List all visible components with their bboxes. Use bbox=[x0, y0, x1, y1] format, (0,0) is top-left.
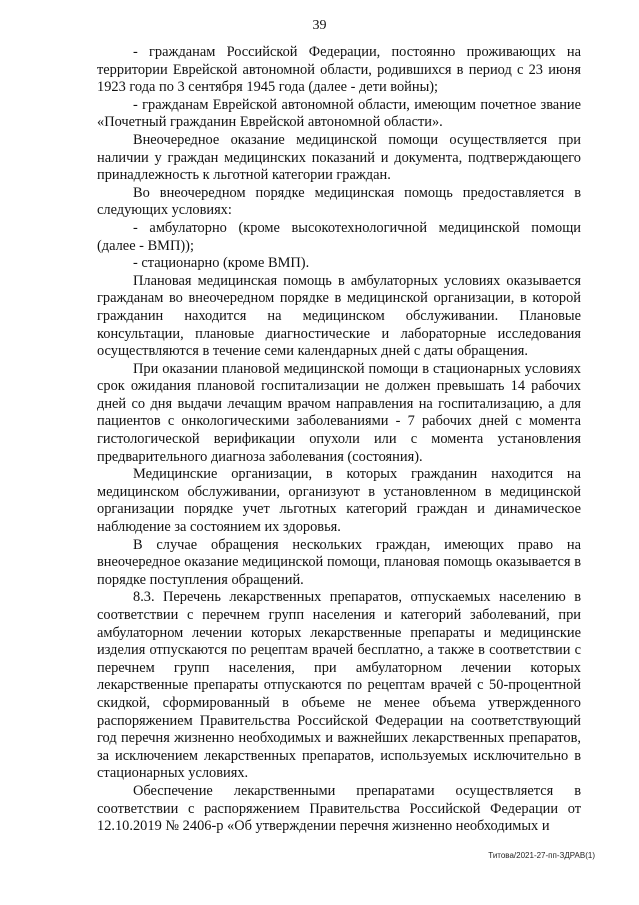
paragraph-drug-provision: Обеспечение лекарственными препаратами осуществляется в соответствии с распоряжением Правительства Российской Федерации от 12.10.2019 № 2406-р «Об утверждении перечня жизненно необходимых и bbox=[97, 782, 581, 835]
paragraph-inpatient-waiting-time: При оказании плановой медицинской помощи в стационарных условиях срок ожидания плановой госпитализации не должен превышать 14 рабочих дней со дня выдачи лечащим врачом направления на госпитализацию, а для пациентов с онкологическими заболеваниями - 7 рабочих дней с момента гистологической верификации опухоли или с момента установления предварительного диагноза заболевания (состояния). bbox=[97, 360, 581, 465]
list-item-inpatient: - стационарно (кроме ВМП). bbox=[133, 255, 310, 272]
paragraph-multiple-requests: В случае обращения нескольких граждан, имеющих право на внеочередное оказание медицинской помощи, плановая помощь оказывается в порядке поступления обращений. bbox=[97, 536, 581, 588]
paragraph-outpatient-planned-care: Плановая медицинская помощь в амбулаторных условиях оказывается гражданам во внеочередном порядке в медицинской организации, в которой гражданин находится на медицинском обслуживании. Плановые консультации, плановые диагностические и лабораторные исследования осуществляются в течение семи календарных дней с даты обращения. bbox=[97, 272, 581, 360]
paragraph-war-children: - гражданам Российской Федерации, постоянно проживающих на территории Еврейской автономной области, родившихся в период с 23 июня 1923 года по 3 сентября 1945 года (далее - дети войны); bbox=[97, 44, 581, 96]
paragraph-priority-care-settings: Во внеочередном порядке медицинская помощь предоставляется в следующих условиях: bbox=[97, 184, 581, 219]
paragraph-benefit-records: Медицинские организации, в которых гражданин находится на медицинском обслуживании, организуют в установленном в медицинской организации порядке учет льготных категорий граждан и динамическое наблюдение за состоянием их здоровья. bbox=[97, 466, 581, 536]
list-item-outpatient: - амбулаторно (кроме высокотехнологичной медицинской помощи (далее - ВМП)); bbox=[97, 219, 581, 254]
document-body bbox=[97, 44, 581, 836]
paragraph-honorary-citizens: - гражданам Еврейской автономной области, имеющим почетное звание «Почетный гражданин Еврейской автономной области». bbox=[97, 96, 581, 131]
paragraph-section-8-3: 8.3. Перечень лекарственных препаратов, отпускаемых населению в соответствии с перечнем групп населения и категорий заболеваний, при амбулаторном лечении которых лекарственные препараты и медицинские изделия отпускаются по рецептам врачей бесплатно, а также в соответствии с перечнем групп населения, при амбулаторном лечении которых лекарственные препараты отпускаются по рецептам врачей с 50-процентной скидкой, сформированный в объеме не менее объема утвержденного распоряжением Правительства Российской Федерации на соответствующий год перечня жизненно необходимых и важнейших лекарственных препаратов, за исключением лекарственных препаратов, используемых исключительно в стационарных условиях. bbox=[97, 589, 581, 782]
page-number: 39 bbox=[312, 18, 327, 33]
paragraph-priority-care-conditions: Внеочередное оказание медицинской помощи осуществляется при наличии у граждан медицинских показаний и документа, подтверждающего принадлежность к льготной категории граждан. bbox=[97, 131, 581, 184]
footer-document-code: Титова/2021-27-пп-ЗДРАВ(1) bbox=[488, 851, 595, 860]
